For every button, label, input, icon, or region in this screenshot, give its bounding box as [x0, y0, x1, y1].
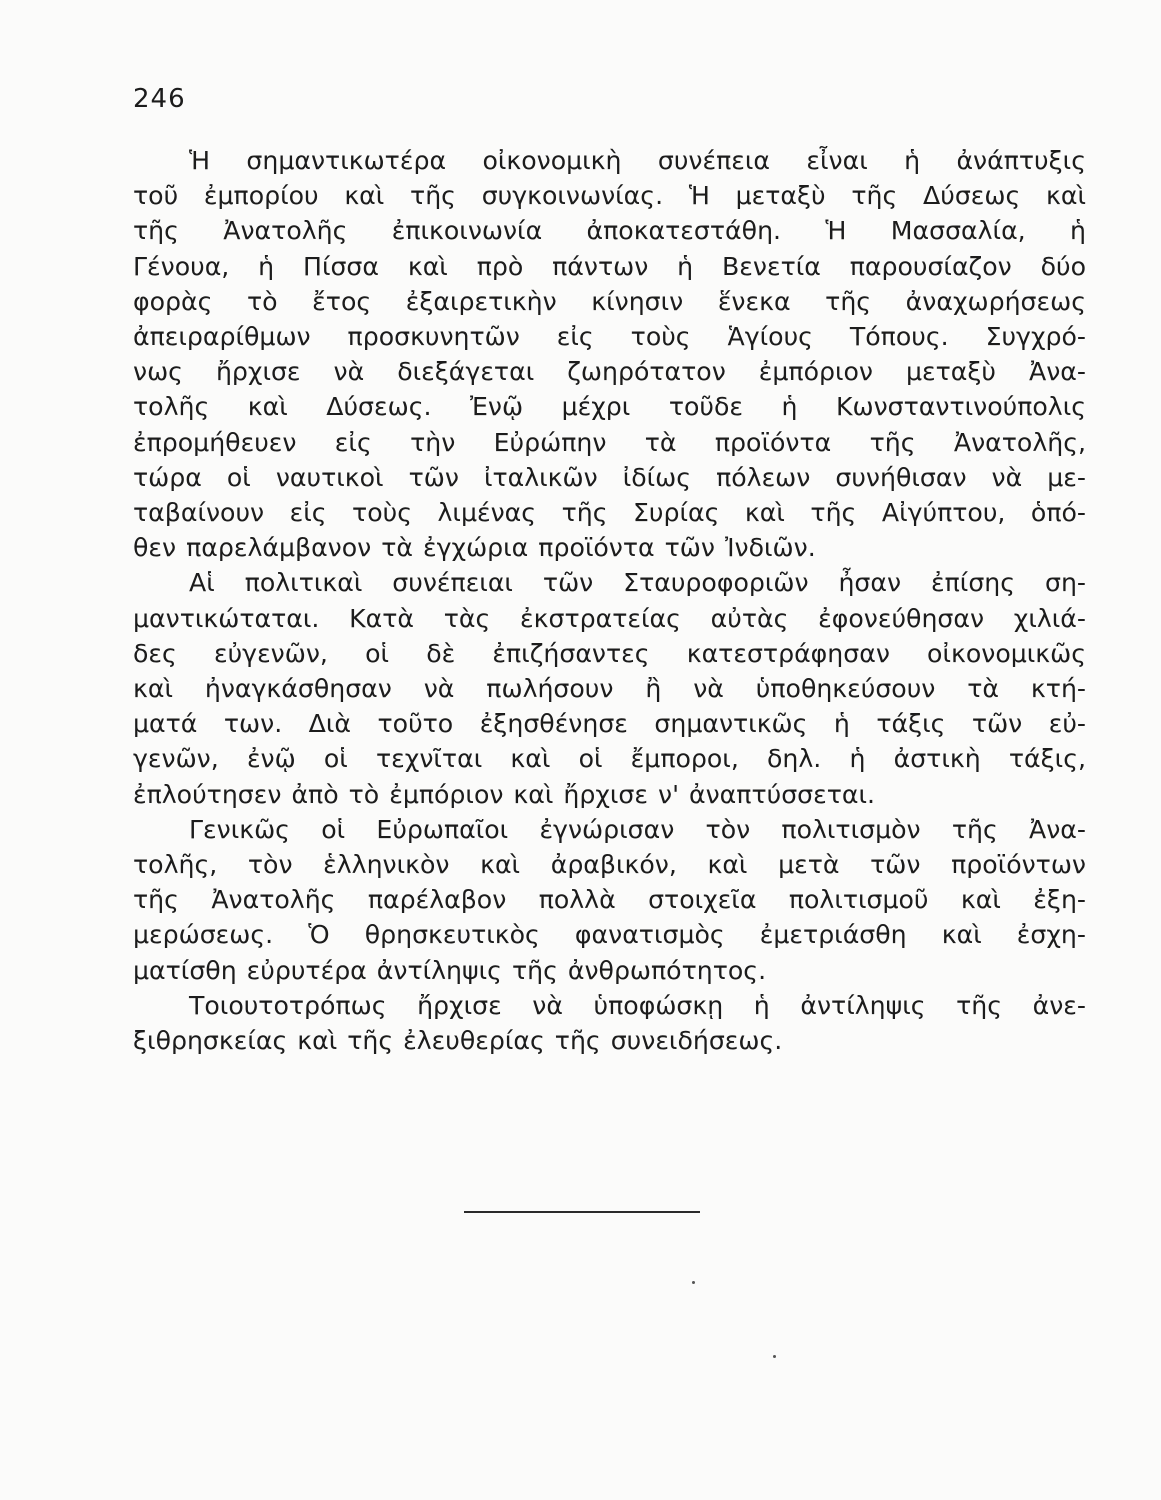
- text-line: δες εὐγενῶν, οἱ δὲ ἐπιζήσαντες κατεστράφησαν οἰκονομικῶς: [133, 638, 1086, 668]
- text-line: Γένουα, ἡ Πίσσα καὶ πρὸ πάντων ἡ Βενετία παρουσίαζον δύο: [133, 251, 1086, 281]
- text-line: ἐπρομήθευεν εἰς τὴν Εὐρώπην τὰ προϊόντα τῆς Ἀνατολῆς,: [133, 427, 1086, 457]
- paragraph-economic-consequences: [133, 143, 1086, 565]
- body-text: [133, 143, 1086, 1058]
- text-line: τῆς Ἀνατολῆς παρέλαβον πολλὰ στοιχεῖα πολιτισμοῦ καὶ ἐξη-: [133, 885, 1086, 915]
- text-line: ματά των. Διὰ τοῦτο ἐξησθένησε σημαντικῶς ἡ τάξις τῶν εὐ-: [133, 709, 1086, 739]
- text-line: μαντικώταται. Κατὰ τὰς ἐκστρατείας αὐτὰς ἐφονεύθησαν χιλιά-: [133, 603, 1086, 633]
- text-line: νως ἤρχισε νὰ διεξάγεται ζωηρότατον ἐμπόριον μεταξὺ Ἀνα-: [133, 357, 1086, 387]
- text-line: ματίσθη εὐρυτέρα ἀντίληψις τῆς ἀνθρωπότητος.: [133, 955, 767, 985]
- paragraph-religious-tolerance: [133, 988, 1086, 1058]
- text-line: φορὰς τὸ ἔτος ἐξαιρετικὴν κίνησιν ἕνεκα τῆς ἀναχωρήσεως: [133, 286, 1086, 316]
- section-end-rule: [464, 1211, 700, 1213]
- text-line: καὶ ἠναγκάσθησαν νὰ πωλήσουν ἢ νὰ ὑποθηκεύσουν τὰ κτή-: [133, 674, 1086, 704]
- text-line: γενῶν, ἐνῷ οἱ τεχνῖται καὶ οἱ ἔμποροι, δηλ. ἡ ἀστικὴ τάξις,: [133, 744, 1086, 774]
- text-line: ἐπλούτησεν ἀπὸ τὸ ἐμπόριον καὶ ἤρχισε ν' ἀναπτύσσεται.: [133, 779, 876, 809]
- text-line: τοῦ ἐμπορίου καὶ τῆς συγκοινωνίας. Ἡ μεταξὺ τῆς Δύσεως καὶ: [133, 181, 1086, 211]
- print-speck: [773, 1355, 776, 1358]
- text-line: μερώσεως. Ὁ θρησκευτικὸς φανατισμὸς ἐμετριάσθη καὶ ἐσχη-: [133, 920, 1086, 950]
- text-line: ταβαίνουν εἰς τοὺς λιμένας τῆς Συρίας καὶ τῆς Αἰγύπτου, ὁπό-: [133, 498, 1086, 528]
- text-line: τῆς Ἀνατολῆς ἐπικοινωνία ἀποκατεστάθη. Ἡ Μασσαλία, ἡ: [133, 216, 1086, 246]
- text-line: τολῆς καὶ Δύσεως. Ἐνῷ μέχρι τοῦδε ἡ Κωνσταντινούπολις: [133, 392, 1086, 422]
- text-line: Τοιουτοτρόπως ἤρχισε νὰ ὑποφώσκῃ ἡ ἀντίληψις τῆς ἀνε-: [189, 990, 1086, 1020]
- text-line: θεν παρελάμβανον τὰ ἐγχώρια προϊόντα τῶν Ἰνδιῶν.: [133, 533, 816, 563]
- text-line: Ἡ σημαντικωτέρα οἰκονομικὴ συνέπεια εἶναι ἡ ἀνάπτυξις: [189, 146, 1086, 175]
- text-line: Γενικῶς οἱ Εὐρωπαῖοι ἐγνώρισαν τὸν πολιτισμὸν τῆς Ἀνα-: [189, 814, 1086, 844]
- print-speck: [692, 1281, 695, 1284]
- page-number: 246: [133, 84, 186, 114]
- text-line: τώρα οἱ ναυτικοὶ τῶν ἰταλικῶν ἰδίως πόλεων συνήθισαν νὰ με-: [133, 462, 1086, 492]
- text-line: ξιθρησκείας καὶ τῆς ἐλευθερίας τῆς συνειδήσεως.: [133, 1026, 783, 1056]
- paragraph-cultural-consequences: [133, 812, 1086, 988]
- paragraph-political-consequences: [133, 565, 1086, 811]
- text-line: Αἱ πολιτικαὶ συνέπειαι τῶν Σταυροφοριῶν ἦσαν ἐπίσης ση-: [189, 568, 1086, 598]
- text-line: ἀπειραρίθμων προσκυνητῶν εἰς τοὺς Ἁγίους Τόπους. Συγχρό-: [133, 322, 1086, 352]
- text-line: τολῆς, τὸν ἑλληνικὸν καὶ ἀραβικόν, καὶ μετὰ τῶν προϊόντων: [133, 850, 1086, 880]
